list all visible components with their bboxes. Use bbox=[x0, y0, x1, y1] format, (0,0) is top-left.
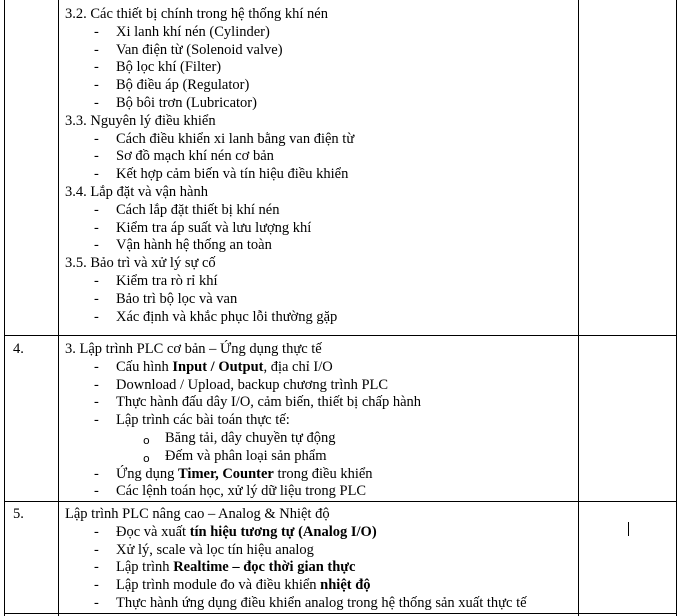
list-item bbox=[116, 559, 355, 576]
dash-bullet-marker: - bbox=[94, 273, 99, 289]
text-run: Ứng dụng bbox=[116, 465, 179, 482]
list-item: Bảo trì bộ lọc và van bbox=[116, 290, 238, 307]
section-heading: Lập trình PLC nâng cao – Analog & Nhiệt độ bbox=[65, 506, 330, 522]
row-number-4: 4. bbox=[13, 341, 24, 357]
dash-bullet-marker: - bbox=[94, 23, 99, 40]
section-heading: 3.2. Các thiết bị chính trong hệ thống khí nén bbox=[65, 6, 328, 22]
table-column-divider-number bbox=[58, 0, 59, 616]
list-item: Lập trình các bài toán thực tế: bbox=[116, 412, 290, 429]
dash-bullet-marker: - bbox=[94, 41, 99, 58]
row-divider-bottom bbox=[4, 613, 677, 614]
sub-list-item: Đếm và phân loại sản phẩm bbox=[165, 447, 327, 464]
row-number-5: 5. bbox=[13, 506, 24, 522]
bold-text: nhiệt độ bbox=[320, 577, 371, 594]
list-item bbox=[116, 577, 371, 594]
dash-bullet-marker: - bbox=[94, 523, 99, 540]
dash-bullet-marker: - bbox=[94, 95, 99, 111]
text-run: Lập trình bbox=[116, 559, 174, 576]
list-item: Thực hành ứng dụng điều khiển analog trong hệ thống sản xuất thực tế bbox=[116, 595, 527, 611]
list-item: Kết hợp cảm biến và tín hiệu điều khiển bbox=[116, 166, 349, 183]
bold-text: Realtime – đọc thời gian thực bbox=[173, 559, 356, 576]
bold-text: Input / Output bbox=[172, 358, 264, 375]
dash-bullet-marker: - bbox=[94, 308, 99, 325]
table-column-divider-content bbox=[578, 0, 579, 616]
dash-bullet-marker: - bbox=[94, 559, 99, 576]
list-item: Thực hành đấu dây I/O, cảm biến, thiết bị chấp hành bbox=[116, 394, 422, 411]
section-heading: 3. Lập trình PLC cơ bản – Ứng dụng thực tế bbox=[65, 341, 322, 357]
list-item: Bộ lọc khí (Filter) bbox=[116, 59, 222, 76]
list-item: Xác định và khắc phục lỗi thường gặp bbox=[116, 308, 338, 325]
list-item bbox=[116, 466, 373, 483]
list-item: Các lệnh toán học, xử lý dữ liệu trong PLC bbox=[116, 483, 367, 500]
dash-bullet-marker: - bbox=[94, 483, 99, 500]
dash-bullet-marker: - bbox=[94, 465, 99, 482]
list-item: Van điện từ (Solenoid valve) bbox=[116, 41, 283, 58]
dash-bullet-marker: - bbox=[94, 577, 99, 594]
sub-bullet-marker: o bbox=[143, 451, 150, 465]
dash-bullet-marker: - bbox=[94, 358, 99, 375]
dash-bullet-marker: - bbox=[94, 541, 99, 558]
row-divider-4 bbox=[4, 335, 677, 336]
dash-bullet-marker: - bbox=[94, 148, 99, 165]
row-divider-5 bbox=[4, 501, 677, 502]
list-item: Download / Upload, backup chương trình PLC bbox=[116, 376, 389, 393]
dash-bullet-marker: - bbox=[94, 376, 99, 393]
dash-bullet-marker: - bbox=[94, 412, 99, 429]
sub-list-item: Băng tải, dây chuyền tự động bbox=[165, 430, 336, 446]
dash-bullet-marker: - bbox=[94, 59, 99, 76]
dash-bullet-marker: - bbox=[94, 130, 99, 147]
list-item: Xử lý, scale và lọc tín hiệu analog bbox=[116, 541, 314, 558]
list-item bbox=[116, 359, 333, 376]
text-run: Đọc và xuất bbox=[116, 523, 190, 540]
dash-bullet-marker: - bbox=[94, 166, 99, 183]
text-run: Lập trình module đo và điều khiển bbox=[116, 577, 321, 594]
bold-text: Timer, Counter bbox=[178, 465, 274, 482]
list-item: Xi lanh khí nén (Cylinder) bbox=[116, 23, 270, 40]
list-item bbox=[116, 524, 377, 541]
list-item: Cách điều khiển xi lanh bằng van điện từ bbox=[116, 130, 355, 147]
section-heading: 3.4. Lắp đặt và vận hành bbox=[65, 184, 208, 200]
dash-bullet-marker: - bbox=[94, 595, 99, 611]
text-cursor bbox=[628, 522, 629, 536]
list-item: Bộ điều áp (Regulator) bbox=[116, 77, 250, 94]
list-item: Kiểm tra áp suất và lưu lượng khí bbox=[116, 219, 312, 236]
list-item: Vận hành hệ thống an toàn bbox=[116, 237, 272, 254]
dash-bullet-marker: - bbox=[94, 77, 99, 94]
dash-bullet-marker: - bbox=[94, 290, 99, 307]
dash-bullet-marker: - bbox=[94, 201, 99, 218]
list-item: Cách lắp đặt thiết bị khí nén bbox=[116, 201, 280, 218]
table-border-left bbox=[4, 0, 5, 616]
section-heading: 3.3. Nguyên lý điều khiển bbox=[65, 112, 216, 129]
table-border-right bbox=[676, 0, 677, 616]
dash-bullet-marker: - bbox=[94, 394, 99, 411]
dash-bullet-marker: - bbox=[94, 219, 99, 236]
list-item: Sơ đồ mạch khí nén cơ bản bbox=[116, 148, 274, 165]
sub-bullet-marker: o bbox=[143, 434, 150, 447]
text-run: trong điều khiển bbox=[273, 465, 373, 482]
text-run: , địa chỉ I/O bbox=[263, 358, 333, 375]
dash-bullet-marker: - bbox=[94, 237, 99, 254]
bold-text: tín hiệu tương tự (Analog I/O) bbox=[189, 523, 377, 540]
section-heading: 3.5. Bảo trì và xử lý sự cố bbox=[65, 255, 216, 272]
text-run: Cấu hình bbox=[116, 358, 173, 375]
list-item: Kiểm tra rò rỉ khí bbox=[116, 273, 218, 289]
list-item: Bộ bôi trơn (Lubricator) bbox=[116, 95, 257, 111]
